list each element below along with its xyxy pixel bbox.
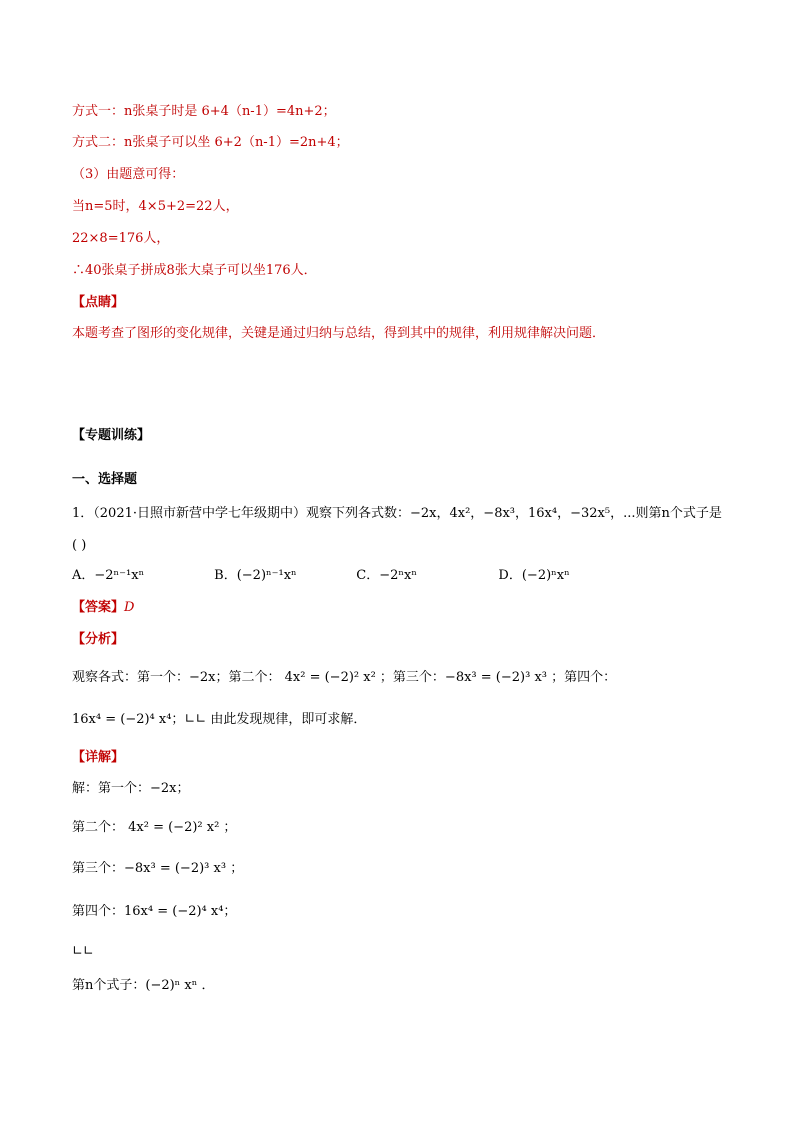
detail-line-1: 解：第一个：−2x； <box>72 781 190 796</box>
analysis-line-2: 16x⁴ = (−2)⁴ x⁴；∟∟ 由此发现规律，即可求解． <box>72 712 367 727</box>
section-heading: 一、选择题 <box>72 472 138 487</box>
question-answer-paren: ( ) <box>72 538 87 553</box>
solution-calc-2: 22×8=176人， <box>72 231 170 246</box>
dianjing-text: 本题考查了图形的变化规律，关键是通过归纳与总结，得到其中的规律，利用规律解决问题． <box>72 326 606 341</box>
detail-label: 【详解】 <box>72 750 125 765</box>
solution-conclusion: ∴40张桌子拼成8张大桌子可以坐176人． <box>72 263 317 278</box>
dianjing-label: 【点睛】 <box>72 295 125 310</box>
training-label: 【专题训练】 <box>72 428 151 443</box>
solution-method-2: 方式二：n张桌子可以坐 6+2（n-1）=2n+4； <box>72 135 349 150</box>
option-d: D．(−2)ⁿxⁿ <box>498 568 570 583</box>
question-options <box>72 566 570 586</box>
solution-part-3: （3）由题意可得： <box>72 167 185 182</box>
answer-value: D <box>124 600 135 615</box>
option-a: A．−2ⁿ⁻¹xⁿ <box>72 568 145 583</box>
detail-ellipsis: ∟∟ <box>72 944 94 959</box>
solution-method-1: 方式一：n张桌子时是 6+4（n-1）=4n+2； <box>72 104 336 119</box>
option-c: C．−2ⁿxⁿ <box>356 568 417 583</box>
answer-label: 【答案】 <box>72 600 125 615</box>
detail-line-2: 第二个： 4x² = (−2)² x² ； <box>72 820 237 835</box>
option-b: B．(−2)ⁿ⁻¹xⁿ <box>214 568 297 583</box>
detail-line-5: 第n个式子：(−2)ⁿ xⁿ ． <box>72 978 215 993</box>
solution-calc-1: 当n=5时，4×5+2=22人， <box>72 199 239 214</box>
analysis-line-1: 观察各式：第一个：−2x；第二个： 4x² = (−2)² x² ；第三个：−8x³ = (−2)³ x³ ；第四个： <box>72 670 617 685</box>
detail-line-3: 第三个：−8x³ = (−2)³ x³ ； <box>72 861 244 876</box>
analysis-label: 【分析】 <box>72 632 125 647</box>
question-stem: 1．（2021·日照市新营中学七年级期中）观察下列各式数：−2x，4x²，−8x³，16x⁴，−32x⁵，...则第n个式子是 <box>72 506 722 521</box>
detail-line-4: 第四个：16x⁴ = (−2)⁴ x⁴； <box>72 904 237 919</box>
answer-line <box>72 598 134 618</box>
